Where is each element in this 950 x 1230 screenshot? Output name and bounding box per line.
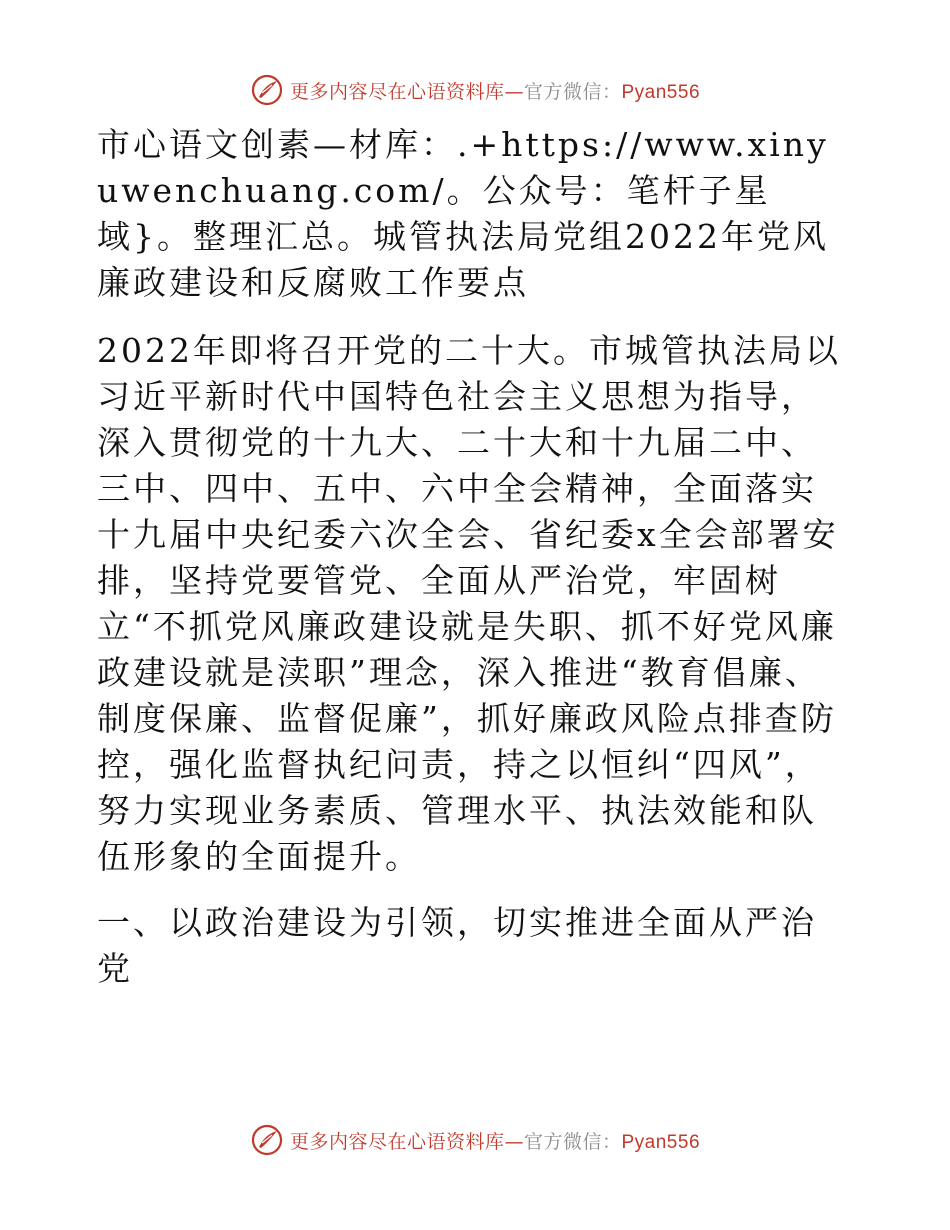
section-heading: 一、以政治建设为引领，切实推进全面从严治党 [97,903,817,988]
feather-swirl-icon [250,73,284,107]
watermark-wechat-label: 官方微信： [523,1130,622,1153]
watermark-separator: — [504,80,524,103]
watermark-separator: — [504,1130,524,1153]
feather-swirl-icon [250,1123,284,1157]
watermark-text [290,77,700,104]
watermark-wechat-id: Pyan556 [621,1131,701,1153]
header-watermark-banner [0,70,950,110]
footer-watermark-banner [0,1120,950,1160]
watermark-wechat-id: Pyan556 [621,81,701,103]
watermark-wechat-label: 官方微信： [523,80,622,103]
watermark-main: 更多内容尽在心语资料库 [289,80,505,103]
watermark-text [290,1127,700,1154]
document-body [97,122,852,992]
intro-paragraph: 市心语文创素—材库：.+https://www.xinyuwenchuang.com/。公众号：笔杆子星域}。整理汇总。城管执法局党组2022年党风廉政建设和反腐败工作要点 [97,125,829,302]
body-paragraph: 2022年即将召开党的二十大。市城管执法局以习近平新时代中国特色社会主义思想为指导，深入贯彻党的十九大、二十大和十九届二中、三中、四中、五中、六中全会精神，全面落实十九届中央纪委六次全会、省纪委x全会部署安排，坚持党要管党、全面从严治党，牢固树立“不抓党风廉政建设就是失职、抓不好党风廉政建设就是渎职”理念，深入推进“教育倡廉、制度保廉、监督促廉”，抓好廉政风险点排查防控，强化监督执纪问责，持之以恒纠“四风”，努力实现业务素质、管理水平、执法效能和队伍形象的全面提升。 [97,331,841,876]
watermark-main: 更多内容尽在心语资料库 [289,1130,505,1153]
